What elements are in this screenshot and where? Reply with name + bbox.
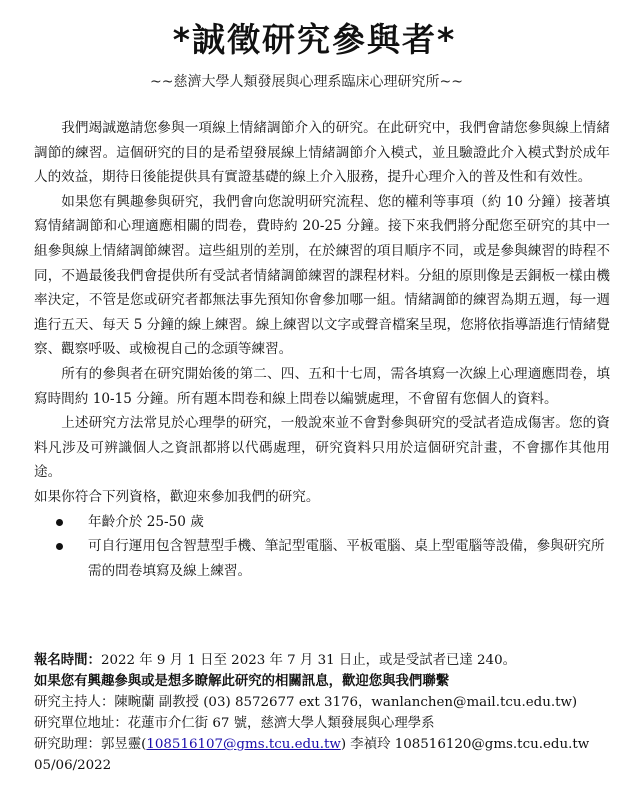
research-assistants xyxy=(34,734,614,755)
flyer-date: 05/06/2022 xyxy=(34,758,112,773)
assistant-email-link[interactable]: 108516107@gms.tcu.edu.tw xyxy=(146,737,341,752)
eligibility-list xyxy=(34,510,610,584)
intro-paragraph: 我們竭誠邀請您參與一項線上情緒調節介入的研究。在此研究中，我們會請您參與線上情緒調節的練習。這個研究的目的是希望發展線上情緒調節介入模式，並且驗證此介入模式對於成年人的效益，期待日後能提供具有實證基礎的線上介入服務，提升心理介入的普及性和有效性。 xyxy=(34,120,610,186)
assistants-label: 研究助理：郭昱靈( xyxy=(34,737,147,752)
principal-investigator: 研究主持人：陳畹蘭 副教授 (03) 8572677 ext 3176，wanlanchen@mail.tcu.edu.tw) xyxy=(34,695,578,710)
list-item-text: 年齡介於 25-50 歲 xyxy=(88,513,204,530)
signup-period xyxy=(34,650,614,671)
contact-footer xyxy=(34,650,614,776)
list-item xyxy=(34,534,610,583)
risk-paragraph: 上述研究方法常見於心理學的研究，一般說來並不會對參與研究的受試者造成傷害。您的資料凡涉及可辨識個人之資訊都將以代碼處理，研究資料只用於這個研究計畫，不會挪作其他用途。 xyxy=(34,415,610,481)
conditions-intro: 如果你符合下列資格，歡迎來參加我們的研究。 xyxy=(34,488,320,505)
bullet-icon xyxy=(56,519,63,526)
list-item-text: 可自行運用包含智慧型手機、筆記型電腦、平板電腦、桌上型電腦等設備，參與研究所需的問卷填寫及線上練習。 xyxy=(88,538,605,579)
research-unit-address: 研究單位地址：花蓮市介仁街 67 號，慈濟大學人類發展與心理學系 xyxy=(34,716,435,731)
flyer-body xyxy=(34,116,610,583)
page-title: *誠徵研究參與者* xyxy=(172,20,457,59)
procedure-paragraph: 如果您有興趣參與研究，我們會向您說明研究流程、您的權利等事項（約 10 分鐘）接著填寫情緒調節和心理適應相關的問卷，費時約 20-25 分鐘。接下來我們將分配您至研究的其中一組參與線上情緒調節練習。這些組別的差別，在於練習的項目順序不同，或是參與練習的時程不同，不過最後我們會提供所有受試者情緒調節練習的課程材料。分組的原則像是丟銅板一樣由機率決定，不管是您或研究者都無法事先預知你會參加哪一組。情緒調節的練習為期五週，每一週進行五天、每天 5 分鐘的線上練習。線上練習以文字或聲音檔案呈現，您將依指導語進行情緒覺察、觀察呼吸、或檢視自己的念頭等練習。 xyxy=(34,193,610,358)
assistants-rest: ) 李禎玲 108516120@gms.tcu.edu.tw xyxy=(340,737,590,752)
questionnaire-paragraph: 所有的參與者在研究開始後的第二、四、五和十七周，需各填寫一次線上心理適應問卷，填寫時間約 10-15 分鐘。所有題本問卷和線上問卷以編號處理，不會留有您個人的資料。 xyxy=(34,365,610,407)
signup-value: 2022 年 9 月 1 日至 2023 年 7 月 31 日止，或是受試者已達 240。 xyxy=(100,653,516,668)
bullet-icon xyxy=(56,543,63,550)
list-item xyxy=(34,510,610,535)
signup-label: 報名時間： xyxy=(34,652,101,668)
subtitle: ~~慈濟大學人類發展與心理系臨床心理研究所~~ xyxy=(150,74,463,90)
contact-notice: 如果您有興趣參與或是想多瞭解此研究的相關訊息，歡迎您與我們聯繫 xyxy=(34,673,450,689)
